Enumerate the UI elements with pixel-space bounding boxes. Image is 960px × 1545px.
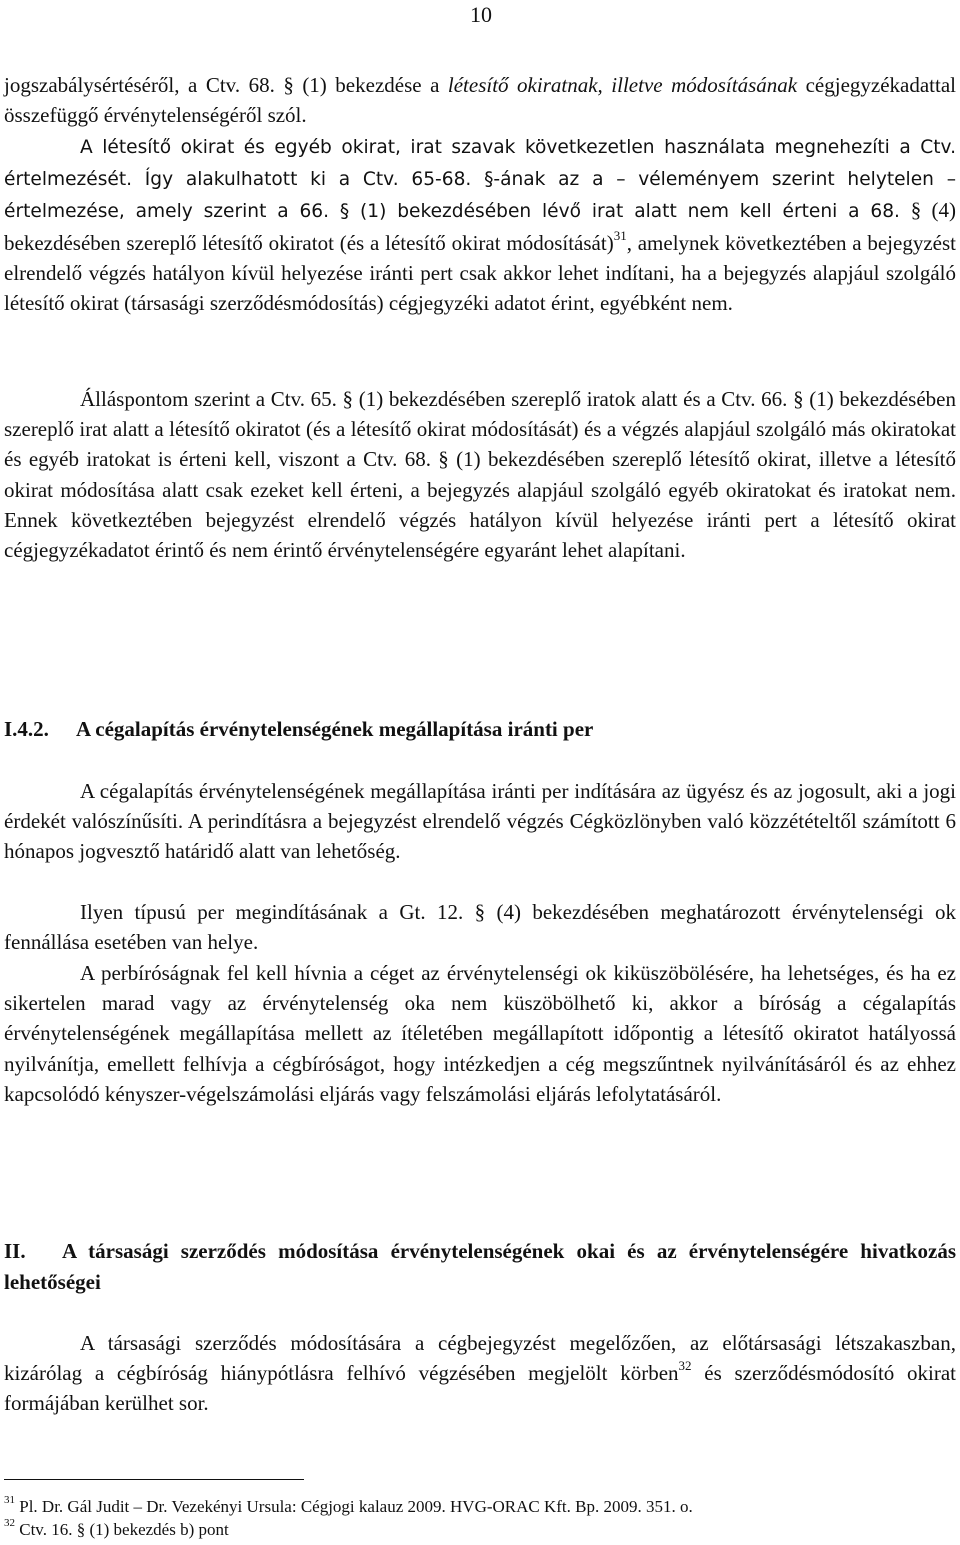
paragraph-7: A társasági szerződés módosítására a cégbejegyzést megelőzően, az előtársasági létszakaszban, kizárólag a cégbíróság hiánypótlásra felhívó végzésében megjelölt körben$^{32}$ és szerződésmódosító okirat formájában kerülhet sor. [4, 1331, 956, 1416]
section-heading-II: II. A társasági szerződés módosítása érvénytelenségének okai és az érvénytelenségére hivatkozás lehetőségei [4, 1239, 956, 1294]
paragraph-6: A perbíróságnak fel kell hívnia a céget az érvénytelenségi ok kiküszöbölésére, ha lehetséges, és ha ez sikertelen marad vagy az érvénytelenség oka nem küszöbölhető ki, akkor a bíróság a cégalapítás érvénytelenségének megállapítása mellett az ítéletében megállapított időpontig a létesítő okiratot hatályossá nyilvánítja, emellett felhívja a cégbíróságot, hogy intézkedjen a cég megszűntnek nyilvánításáról és az ehhez kapcsolódó kényszer-végelszámolási eljárás vagy felszámolási eljárás lefolytatásáról. [4, 961, 956, 1106]
footnote-31: $^{31}$ Pl. Dr. Gál Judit – Dr. Vezekényi Ursula: Cégjogi kalauz 2009. HVG-ORAC Kft. Bp. 2009. 351. o. [4, 1494, 693, 1516]
footnote-ref-31: 31 [613, 227, 627, 243]
section-heading-I-4-2: I.4.2. A cégalapítás érvénytelenségének megállapítása iránti per [4, 717, 594, 741]
paragraph-3: Álláspontom szerint a Ctv. 65. § (1) bekezdésében szereplő iratok alatt és a Ctv. 66. § (1) bekezdésében szereplő irat alatt a létesítő okiratot (és a létesítő okirat módosítását) és a végzés alapjául szolgáló más okiratokat és egyéb iratokat is érteni kell, viszont a Ctv. 68. § (1) bekezdésében szereplő létesítő okirat, illetve a létesítő okirat módosítása alatt csak ezeket kell érteni, a bejegyzés alapjául szolgáló egyéb okiratokat és iratokat nem. Ennek következtében bejegyzést elrendelő végzés hatályon kívül helyezése iránti pert a létesítő okirat cégjegyzékadatot érintő és nem érintő érvénytelenségére egyaránt lehet alapítani. [4, 387, 956, 563]
paragraph-1: jogszabálysértéséről, a Ctv. 68. § (1) bekezdése a létesítő okiratnak, illetve módosításának cégjegyzékadattal összefüggő érvénytelenségéről szól. [4, 73, 956, 128]
paragraph-5: Ilyen típusú per megindításának a Gt. 12. § (4) bekezdésében meghatározott érvénytelenségi ok fennállása esetében van helye. [4, 900, 956, 955]
paragraph-2: A létesítő okirat és egyéb okirat, irat szavak következetlen használata megnehezíti a Ctv. értelmezését. Így alakulhatott ki a Ctv. 65-68. §-ának az a – véleményem szerint helytelen – értelmezése, amely szerint a 66. § (1) bekezdésében lévő irat alatt nem kell érteni a 68. § (4) bekezdésében szereplő létesítő okiratot (és a létesítő okirat módosítását)$^{31}$, amelynek következtében a bejegyzést elrendelő végzés hatályon kívül helyezése iránti pert csak akkor lehet indítani, ha a bejegyzés alapjául szolgáló létesítő okirat (társasági szerződésmódosítás) cégjegyzéki adatot érint, egyébként nem. [4, 137, 956, 316]
footnote-ref-32: 32 [678, 1358, 692, 1374]
page-number: 10 [470, 2, 492, 27]
footnote-divider [4, 1479, 304, 1480]
emphasis-text: létesítő okiratnak, illetve módosításának [447, 73, 798, 97]
paragraph-4: A cégalapítás érvénytelenségének megállapítása iránti per indítására az ügyész és az jogosult, aki a jogi érdekét valószínűsíti. A perindításra a bejegyzést elrendelő végzés Cégközlönyben való közzétételtől számított 6 hónapos jogvesztő határidő alatt van lehetőség. [4, 779, 956, 864]
footnote-32: $^{32}$ Ctv. 16. § (1) bekezdés b) pont [4, 1517, 229, 1539]
